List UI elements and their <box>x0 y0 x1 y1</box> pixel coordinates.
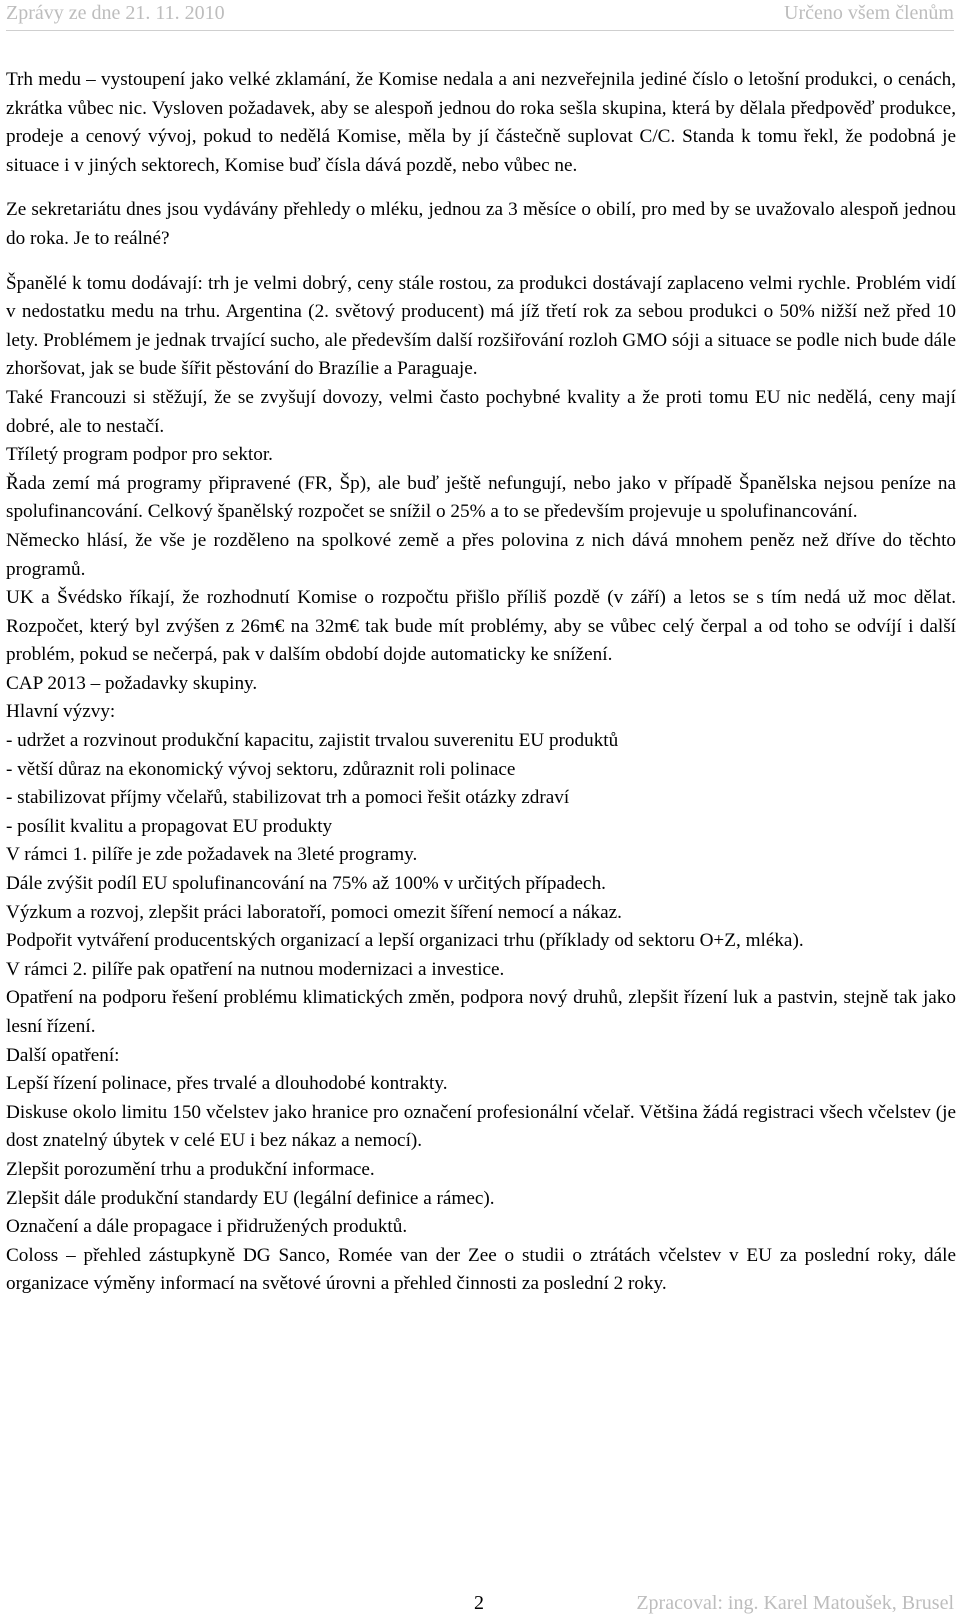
document-body <box>6 66 956 1299</box>
paragraph: Výzkum a rozvoj, zlepšit práci laboratoří, pomoci omezit šíření nemocí a nákaz. <box>6 901 622 923</box>
paragraph: Také Francouzi si stěžují, že se zvyšují dovozy, velmi často pochybné kvality a že proti tomu EU nic nedělá, ceny mají dobré, ale to nestačí. <box>6 386 956 437</box>
paragraph: UK a Švédsko říkají, že rozhodnutí Komise o rozpočtu přišlo příliš pozdě (v září) a letos se s tím nedá už moc dělat. Rozpočet, který byl zvýšen z 26m€ na 32m€ tak bude mít problémy, aby se vůbec celý čerpal a od toho se odvíjí i další problém, pokud se nečerpá, pak v dalším období dojde automaticky ke snížení. <box>6 587 956 666</box>
list-item: - posílit kvalitu a propagovat EU produkty <box>6 815 333 837</box>
paragraph: Řada zemí má programy připravené (FR, Šp), ale buď ještě nefungují, nebo jako v případě Španělska nejsou peníze na spolufinancování. Celkový španělský rozpočet se snížil o 25% a to se především projevuje u spolufinancování. <box>6 472 956 523</box>
page-header <box>6 0 954 31</box>
footer-author: Zpracoval: ing. Karel Matoušek, Brusel <box>636 1592 954 1614</box>
paragraph: Německo hlásí, že vše je rozděleno na spolkové země a přes polovina z nich dává mnohem peněz než dříve do těchto programů. <box>6 529 956 580</box>
paragraph: CAP 2013 – požadavky skupiny. <box>6 672 258 694</box>
paragraph: Ze sekretariátu dnes jsou vydávány přehledy o mléku, jednou za 3 měsíce o obilí, pro med by se uvažovalo alespoň jednou do roka. Je to reálné? <box>6 199 956 249</box>
header-audience: Určeno všem členům <box>784 2 954 24</box>
paragraph: Diskuse okolo limitu 150 včelstev jako hranice pro označení profesionální včelař. Většina žádá registraci všech včelstev (je dost znatelný úbytek v celé EU i bez nákaz a nemocí). <box>6 1101 956 1152</box>
paragraph: Zlepšit dále produkční standardy EU (legální definice a rámec). <box>6 1187 495 1209</box>
list-item: - udržet a rozvinout produkční kapacitu, zajistit trvalou suverenitu EU produktů <box>6 730 619 752</box>
paragraph: Coloss – přehled zástupkyně DG Sanco, Romée van der Zee o studii o ztrátách včelstev v EU za poslední roky, dále organizace výměny informací na světové úrovni a přehled činnosti za poslední 2 roky. <box>6 1244 956 1295</box>
paragraph: Dále zvýšit podíl EU spolufinancování na 75% až 100% v určitých případech. <box>6 873 606 895</box>
list-item: - stabilizovat příjmy včelařů, stabilizovat trh a pomoci řešit otázky zdraví <box>6 787 570 809</box>
paragraph: Trh medu – vystoupení jako velké zklamání, že Komise nedala a ani nezveřejnila jediné číslo o letošní produkci, o cenách, zkrátka vůbec nic. Vysloven požadavek, aby se alespoň jednou do roka sešla skupina, která by dělala předpověď produkce, prodeje a cenový vývoj, pokud to nedělá Komise, měla by jí částečně suplovat C/C. Standa k tomu řekl, že podobná je situace i v jiných sektorech, Komise buď čísla dává pozdě, nebo vůbec ne. <box>6 69 956 176</box>
paragraph: Španělé k tomu dodávají: trh je velmi dobrý, ceny stále rostou, za produkci dostávají zaplaceno velmi rychle. Problém vidí v nedostatku medu na trhu. Argentina (2. světový producent) má jíž třetí rok za sebou produkci o 50% nižší než před 10 lety. Problémem je jednak trvající sucho, ale především další rozšiřování rozloh GMO sóji a situace se podle nich bude dále zhoršovat, jak se bude šířit pěstování do Brazílie a Paraguaje. <box>6 272 956 380</box>
paragraph: Zlepšit porozumění trhu a produkční informace. <box>6 1158 375 1180</box>
paragraph: Tříletý program podpor pro sektor. <box>6 444 273 466</box>
page-footer <box>6 1590 954 1617</box>
paragraph: Opatření na podporu řešení problému klimatických změn, podpora nový druhů, zlepšit řízení luk a pastvin, stejně tak jako lesní řízení. <box>6 987 956 1037</box>
paragraph: Podpořit vytváření producentských organizací a lepší organizaci trhu (příklady od sektoru O+Z, mléka). <box>6 930 804 952</box>
paragraph: Označení a dále propagace i přidružených produktů. <box>6 1216 408 1238</box>
page-number: 2 <box>474 1592 484 1614</box>
paragraph: V rámci 2. pilíře pak opatření na nutnou modernizaci a investice. <box>6 958 505 980</box>
paragraph: Hlavní výzvy: <box>6 701 116 723</box>
paragraph: Další opatření: <box>6 1044 120 1066</box>
paragraph: Lepší řízení polinace, přes trvalé a dlouhodobé kontrakty. <box>6 1073 448 1095</box>
header-date: Zprávy ze dne 21. 11. 2010 <box>6 2 225 24</box>
list-item: - větší důraz na ekonomický vývoj sektoru, zdůraznit roli polinace <box>6 758 516 780</box>
paragraph: V rámci 1. pilíře je zde požadavek na 3leté programy. <box>6 844 418 866</box>
